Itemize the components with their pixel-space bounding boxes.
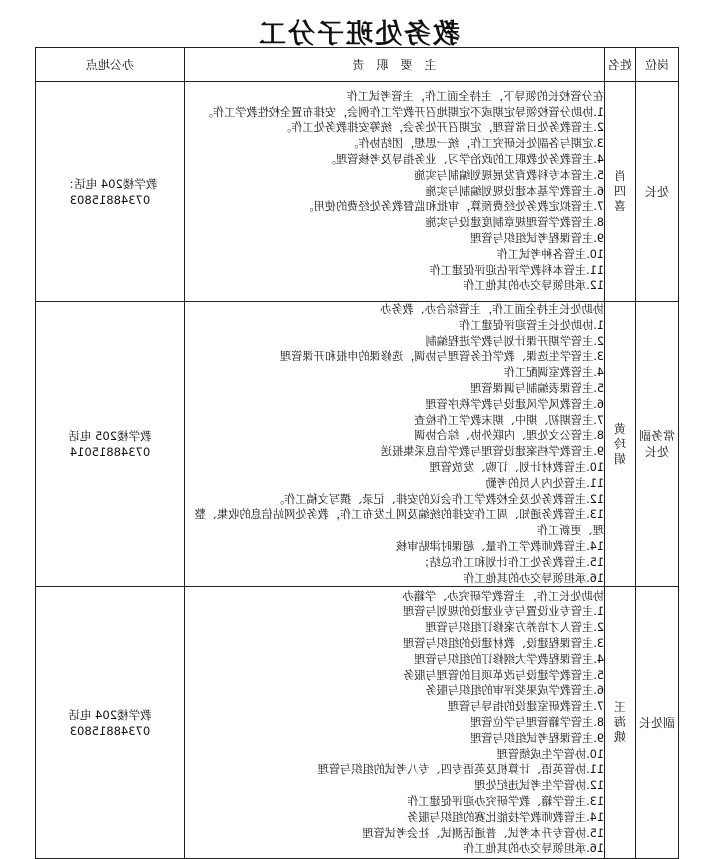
duty-line: 14.主管教师教学工作量、超课时津贴审核 xyxy=(396,539,604,553)
duty-line: 4.主管教室调配工作 xyxy=(503,366,604,380)
office-location: 教学楼204 电话： xyxy=(62,176,158,191)
office-phone: 07348815803 xyxy=(69,192,151,207)
name-char: 喜 xyxy=(614,199,627,213)
table-row-deputy xyxy=(36,587,679,859)
duty-line: 1.协助分管校领导定期或不定期地召开教学工作例会，安排布置全校性教学工作。 xyxy=(201,105,604,119)
duty-line: 6.主管教学基本建设规划编制与实施 xyxy=(425,184,604,198)
duty-line: 11.主管本科教学评估迎评促建工作 xyxy=(429,263,604,277)
duty-line: 13.主管教务通知、周工作安排的统编及网上发布工作，教务处网站信息的收集、整理、更新工作 xyxy=(194,508,604,538)
duty-table xyxy=(35,47,679,859)
duty-line: 3.主管课程建设、教材建设的组织与管理 xyxy=(403,636,604,650)
duty-line: 9.主管教学档案建设管理与教学信息采集报送 xyxy=(380,445,604,459)
name-cell xyxy=(605,587,636,859)
position-cell: 处长 xyxy=(636,82,679,302)
name-char: 娥 xyxy=(614,730,627,745)
duty-line: 16.承担领导交办的其他工作 xyxy=(463,571,604,585)
duty-line: 10.主管教材计划、订购、发放管理 xyxy=(429,460,604,474)
duty-line: 5.主管教学建设与改革项目的管理与服务 xyxy=(403,668,604,682)
office-location: 教学楼205 电话 xyxy=(68,429,152,444)
duty-line: 9.主管课程考试组织与管理 xyxy=(470,231,604,245)
name-char: 玲 xyxy=(614,436,627,451)
duty-line: 1.协助处长主管迎评促建工作 xyxy=(459,318,604,332)
duty-line: 12.协管学生考试违纪处理 xyxy=(474,779,604,793)
table-row-executive-deputy xyxy=(36,302,679,587)
duty-line: 8.主管公文处理、内联外协、综合协调 xyxy=(414,429,604,443)
duty-line: 协助处长工作，主管教学研究办、学籍办 xyxy=(402,589,604,603)
duty-line: 7.主管教研室建设的指导与管理 xyxy=(447,700,604,714)
duty-line: 2.主管人才培养方案修订组织与管理 xyxy=(425,621,604,635)
office-cell xyxy=(36,302,185,587)
name-char: 王 xyxy=(614,700,627,715)
duty-line: 10.协管学生成绩管理 xyxy=(496,747,604,761)
duty-line: 2.主管学期开课计划与教学进程编制 xyxy=(425,334,604,348)
duty-line: 5.主管课表编制与调课管理 xyxy=(470,381,604,395)
duty-line: 5.主管本专科教育发展规划编制与实施 xyxy=(414,168,604,182)
duty-line: 7.主管期初、期中、期末教学工作检查 xyxy=(414,413,604,427)
duty-line: 3.主管学生选课、教学任务管理与协调，选修课的申报和开课管理 xyxy=(280,350,604,364)
header-office: 办公地点 xyxy=(36,48,185,82)
duty-line: 10.主管各种考试工作 xyxy=(496,247,604,261)
duty-line: 4.主管课程教学大纲修订的组织与管理 xyxy=(414,652,604,666)
name-char: 黄 xyxy=(614,421,627,436)
office-phone: 07348815803 xyxy=(69,723,151,738)
office-phone: 07348815014 xyxy=(69,445,151,460)
header-row xyxy=(36,48,679,82)
duty-line: 11.协管英语、计算机及英语专四、专八考试的组织与管理 xyxy=(317,763,604,777)
duty-line: 7.主管拟定教务处经费预算，审批和监督教务处经费的使用。 xyxy=(302,200,604,214)
name-char: 肖 xyxy=(614,169,627,183)
position-cell: 副处长 xyxy=(636,587,679,859)
duties-cell xyxy=(185,82,605,302)
office-location: 教学楼204 电话 xyxy=(68,707,152,722)
duty-line: 在分管校长的领导下，主持全面工作，主管考试工作 xyxy=(346,89,604,103)
name-cell xyxy=(605,82,636,302)
header-position: 岗位 xyxy=(636,48,679,82)
duties-cell xyxy=(185,587,605,859)
duty-line: 2.主管教务处日常管理，定期召开处务会，统筹安排教务处工作。 xyxy=(280,121,604,135)
duty-line: 13.主管学籍、教学研究办迎评促建工作 xyxy=(407,794,604,808)
office-cell xyxy=(36,82,185,302)
duty-line: 15.主管教务处工作计划和工作总结； xyxy=(418,555,604,569)
duty-line: 1.主管专业设置与专业建设的规划与管理 xyxy=(403,605,604,619)
name-char: 娟 xyxy=(614,451,627,466)
duty-line: 11.主管处内人员的考勤 xyxy=(485,476,604,490)
name-cell xyxy=(605,302,636,587)
duty-line: 6.主管教学成果奖评审的组织与服务 xyxy=(425,684,604,698)
position-cell: 常务副处长 xyxy=(636,302,679,587)
header-duties: 主 要 职 责 xyxy=(185,48,605,82)
duty-line: 4.主管教务处教职工的政治学习、业务指导及考核管理。 xyxy=(324,153,604,166)
duty-line: 协助处长主持全面工作，主管综合办、教务办 xyxy=(380,303,604,316)
duty-line: 8.主管学籍管理与学位管理 xyxy=(470,715,604,729)
duties-cell xyxy=(185,302,605,587)
duty-line: 9.主管课程考试组织与管理 xyxy=(470,731,604,745)
duty-line: 12.主管教务处及全校教学工作会议的安排、记录、撰写文稿工作。 xyxy=(272,492,604,506)
header-name: 姓名 xyxy=(605,48,636,82)
duty-line: 6.主管教风学风建设与教学秩序管理 xyxy=(425,397,604,411)
duty-line: 16.承担领导交办的其他工作 xyxy=(463,842,604,856)
table-row-director xyxy=(36,82,679,302)
office-cell xyxy=(36,587,185,859)
duty-line: 14.主管教师教学技能比赛的组织与服务 xyxy=(407,810,604,824)
document-title: 教务处班子分工 xyxy=(257,19,460,50)
duty-line: 3.定期与各副处长研究工作，统一思想，团结协作。 xyxy=(347,137,604,151)
duty-line: 12.承担领导交办的其他工作 xyxy=(463,279,604,293)
name-char: 四 xyxy=(614,184,627,198)
duty-line: 15.协管专升本考试、普通话测试、社会考试管理 xyxy=(362,826,604,840)
name-char: 海 xyxy=(614,715,627,730)
duty-line: 8.主管教学管理规章制度建设与实施 xyxy=(425,216,604,230)
